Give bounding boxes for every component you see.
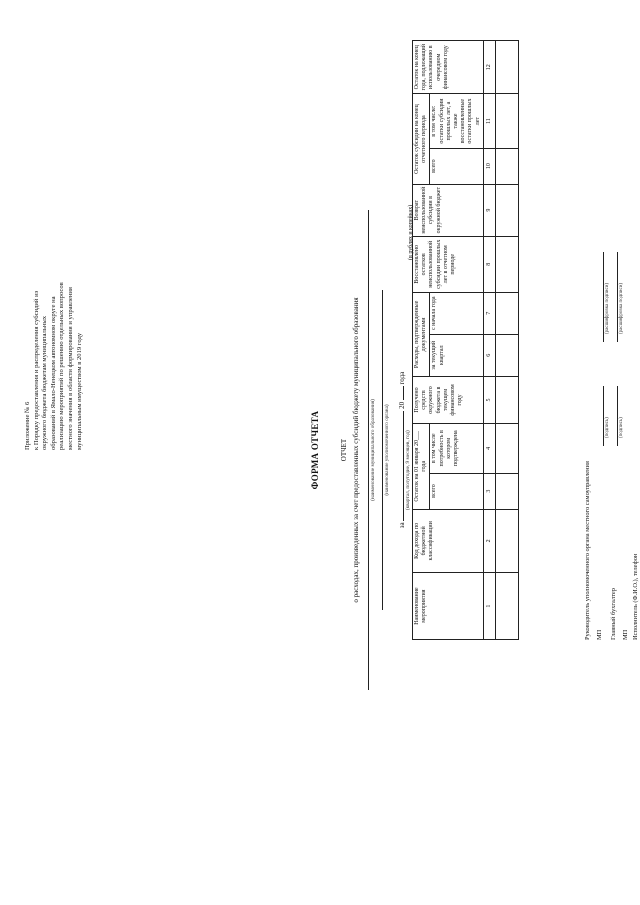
sign-head-label: Руководитель уполномоченного органа местного самоуправления bbox=[584, 461, 591, 640]
sign-mp-2: МП bbox=[622, 629, 629, 640]
sign-line bbox=[617, 386, 618, 446]
report-title: ОТЧЕТ bbox=[340, 438, 348, 462]
header-balance-start-total: всего bbox=[430, 473, 483, 509]
col-number: 1 bbox=[483, 573, 495, 640]
form-title: ФОРМА ОТЧЕТА bbox=[310, 410, 320, 490]
sign-decode-caption: (расшифровка подписи) bbox=[605, 282, 610, 334]
col-number: 9 bbox=[483, 184, 495, 236]
period-year: 20 bbox=[398, 401, 406, 409]
sign-caption: (подпись) bbox=[619, 417, 624, 438]
org-fill-line bbox=[382, 290, 383, 610]
header-balance-year-end: Остаток на конец года, подлежащий использованию в очередном финансовом году bbox=[413, 41, 484, 95]
header-balance-end-total: всего bbox=[430, 148, 483, 184]
col-number: 5 bbox=[483, 376, 495, 423]
appendix-line: Приложение № 6 bbox=[24, 401, 31, 450]
header-activity: Наименование мероприятия bbox=[413, 573, 484, 640]
header-balance-end: Остаток субсидии на конец отчетного периода bbox=[413, 94, 430, 184]
col-number: 8 bbox=[483, 236, 495, 292]
appendix-line: реализацию мероприятий по решению отдельных вопросов bbox=[58, 282, 66, 450]
col-number: 4 bbox=[483, 424, 495, 474]
period-caption: (квартал, полугодие, 9 месяцев, год) bbox=[405, 430, 411, 510]
sign-mp-1: МП bbox=[596, 629, 603, 640]
header-expenses-ytd: с начала года bbox=[430, 292, 483, 334]
year-blank bbox=[403, 386, 404, 400]
sign-accountant: Главный бухгалтер bbox=[610, 588, 617, 640]
col-number: 10 bbox=[483, 148, 495, 184]
sign-line bbox=[603, 252, 604, 342]
appendix-line: местного значения в области формирования и управления bbox=[66, 287, 74, 450]
appendix-line: муниципальным имуществом в 2019 году bbox=[75, 332, 83, 450]
col-number: 12 bbox=[483, 41, 495, 95]
unit-note: (в рублях и копейках) bbox=[408, 204, 414, 260]
period-prefix: за bbox=[398, 522, 406, 529]
header-expenses: Расходы, подтвержденные документами bbox=[413, 292, 430, 376]
col-number: 6 bbox=[483, 334, 495, 376]
col-number: 7 bbox=[483, 292, 495, 334]
col-number: 3 bbox=[483, 473, 495, 509]
header-balance-end-prior: в том числе: остатки субсидии прошлых лет, а также восстановленные остатки прошлых лет bbox=[430, 94, 483, 148]
mo-fill-line bbox=[368, 210, 369, 690]
appendix-line: окружного бюджета бюджетам муниципальных bbox=[41, 315, 49, 450]
header-expenses-quarter: за текущий квартал bbox=[430, 334, 483, 376]
header-income-code: Код дохода по бюджетной классификации bbox=[413, 509, 484, 573]
header-balance-start-confirmed: в том числе потребность в котором подтверждена bbox=[430, 424, 483, 474]
period-suffix: года bbox=[398, 371, 406, 385]
appendix-line: к Порядку предоставления и распределения субсидий из bbox=[32, 290, 40, 450]
report-subtitle: о расходах, произведенных за счет предоставленных субсидий бюджету муниципального образования bbox=[352, 297, 360, 603]
sign-caption: (подпись) bbox=[605, 417, 610, 438]
header-received: Получено средств окружного бюджета в текущем финансовом году bbox=[413, 376, 484, 423]
appendix-line: образований в Ямало-Ненецком автономном округе на bbox=[49, 296, 57, 450]
col-number: 11 bbox=[483, 94, 495, 148]
header-restored: Восстановлено остатков неиспользованной субсидии прошлых лет в отчетном периоде bbox=[413, 236, 484, 292]
appendix-note bbox=[24, 0, 84, 450]
report-table bbox=[412, 40, 519, 640]
mo-caption: (наименование муниципального образования) bbox=[370, 399, 376, 501]
header-returned: Возврат неиспользованной субсидии в окружной бюджет bbox=[413, 184, 484, 236]
report-form-page bbox=[10, 10, 630, 890]
sign-line bbox=[603, 386, 604, 446]
table-row bbox=[495, 41, 518, 640]
sign-line bbox=[617, 252, 618, 342]
org-caption: (наименование уполномоченного органа) bbox=[384, 404, 390, 496]
header-balance-start: Остаток на 01 января 20___ года bbox=[413, 424, 430, 510]
sign-decode-caption: (расшифровка подписи) bbox=[619, 282, 624, 334]
col-number: 2 bbox=[483, 509, 495, 573]
sign-executor: Исполнитель (Ф.И.О.), телефон bbox=[632, 553, 639, 640]
period-blank bbox=[403, 411, 404, 521]
